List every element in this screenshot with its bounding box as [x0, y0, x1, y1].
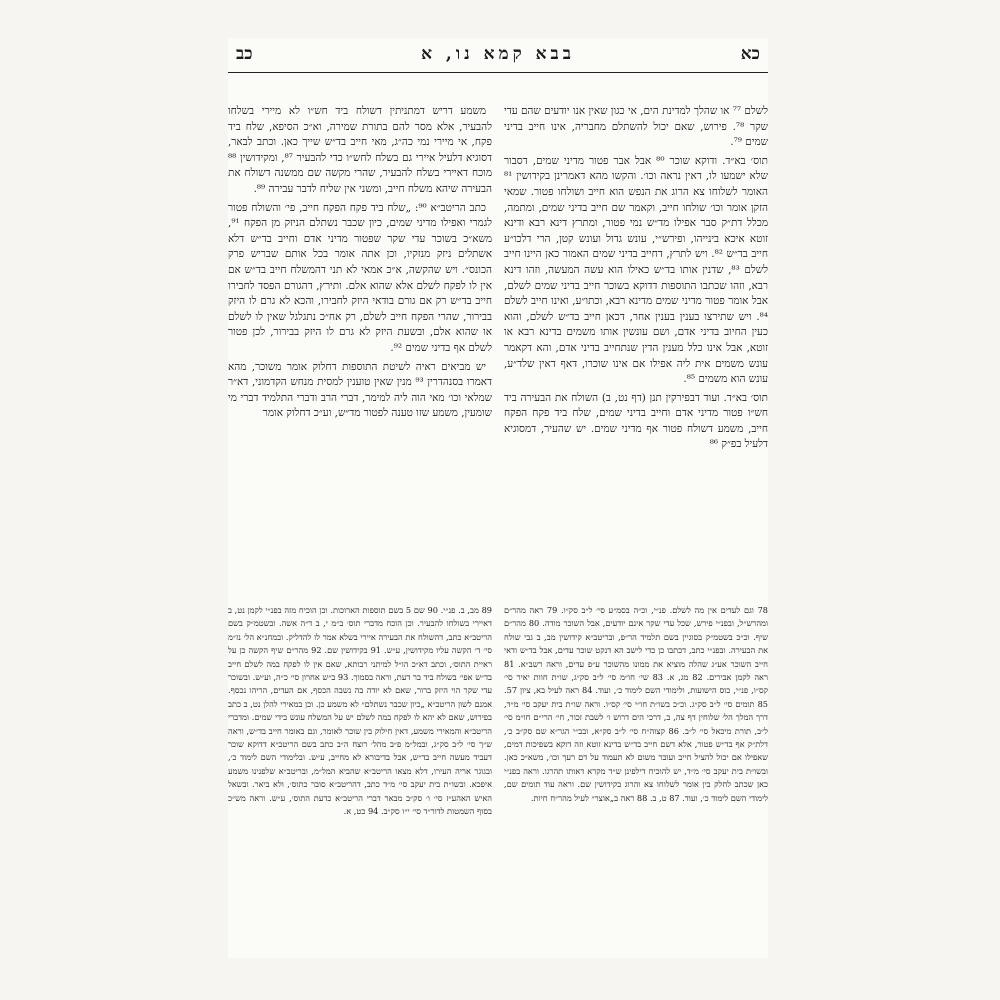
paragraph: משמע דריש דמתניתין דשולח ביד חש״ו לא מיירי בשלחו להבעיר, אלא מסר להם בתורת שמירה, וא״כ הסיפא, שלח ביד פקח, אי מיירי נמי כה״ג, מאי חייב בד״ש שייך כאן. וכתב לבאר, דסוגיא דלעיל איירי גם בשלח לחש״ו כדי להבעיר ⁸⁷, ומקידושין ⁸⁸ מוכח דאיירי בשלח להבעיר, שהרי מקשה שם ממשנה דשולח את הבעירה שיהא משלח חייב, ומשני אין שליח לדבר עבירה ⁸⁹. [228, 105, 492, 195]
paragraph: יש מביאים ראיה לשיטת התוספות דחלוק אומר משוכר, מהא דאמרו בסנהדרין ⁹³ מנין שאין טוענין למסית מנחש הקדמוני, דא״ר שמלאי וכו׳ מאי הוה ליה למימר, דברי הרב ודברי התלמיד דברי מי שומעין, משמע שזו טענה לפטור מד״ש, וע״כ דחלוק אומר [228, 360, 492, 420]
book-page [228, 38, 768, 958]
paragraph: לשלם ⁷⁷ או שהלך למדינת הים, אי כגון שאין אנו יודעים שהם עדי שקר ⁷⁸. פירוש, שאם יכול להשתלם מחבריה, אינו חייב בדיני שמים ⁷⁹. [504, 105, 768, 149]
footnotes-right [504, 604, 768, 944]
page-number-right: כא [740, 44, 760, 64]
paragraph: תוס׳ בא״ד. ועוד דבפירקין תנן (דף נט, ב) השולח את הבעירה ביד חש״ו פטור מדיני אדם וחייב בדיני שמים, שלח ביד פקח הפקח חייב, משמע דשולח פטור אף מדיני שמים. יש שהעיר, דמסוגיא דלעיל בפ״ק ⁸⁶ [504, 391, 768, 451]
footnote-block: 78 וגם לעדים אין מה לשלם. פנ״י, וכ״ה בסמ״ע סי׳ ל״ב סק״ו. 79 ראה מהר״ם ומהרש״ל, ובפנ״י פירש, שכל עדי שקר אינם יודעים, אבל השוכר מודה. 80 מהר״ם שיף. וכ״כ בשטמ״ק בסוגיין בשם תלמיד הר״פ, ובריטב״א קידושין מב, ב גבי שולח את הבעירה. ובפנ״י כתב, דכתבו כן כדי לישב הא דנקט שוכר עדים, אבל בד״ש ודאי חייב השוכר אע״ג שהלה מוציא את ממונו מהשוכר ע״פ עדים, וראה רשב״א. 81 ראה לקמן אבירים. 82 מג, א. 83 שי׳ חו״מ סי׳ ל״ב סק״ג, שו״ת חוות יאיר סי׳ קס״ו, פנ״י, כוס הישועות, ולימודי השם לימוד כ׳, ועוד. 84 ראה לעיל בא, ציון 57. 85 תומים סי׳ ל״ב סק״ג. וכ״כ בשו״ת חו״י סי׳ קס״ו. וראה שו״ת בית יעקב סי׳ מ״ד, דרך המלך הל׳ שלוחין דף צה, ב, דרכי הים דרוש ו׳ לשבת זכור, חי׳ הרי״ם חו״מ סי׳ ל״ב, תורת מיכאל סי׳ ל״ב. 86 קצוה״ח סי׳ ל״ב סק״א, ובב״י הגר״א שם סק״ב כ׳, דלת״ק אף בד״ש פטור, אלא דשם חייב בד״ש בדינא זוטא וזה דוקא בשפיכות דמים, שאפילו אם יכול להציל חייב ועובר משום לא תעמוד על דם רעך וכו׳, משא״כ כאן. ובשו״ת בית יעקב סי׳ מ״ד, יש להוכיח דילפינן ש״ד מקרא דאותו תהרגו. וראה בפנ״י כאן שכתב לחלק בין אומר לשלוחו צא והרוג בקידושין שם. וראה עוד תומים שם, לימודי השם לימוד כ׳, ועוד. 87 ט, ב. 88 ראה ב„אוצר״ לעיל מהר״ח חיות. [504, 605, 768, 803]
footnotes-left [228, 604, 492, 944]
footnote-block: 89 מב, ב. פנ״י. 90 שם 5 בשם תוספות הארוכות. וכן הוכיח מזה בפנ״י לקמן נט, ב דאיירי בשולחו להבעיר. וכן הוכח מדברי תוס׳ ב״מ י, ב ד״ה אשה. ובשטמ״ק בשם הריטב״א כתב, דהשולח את הבעירה איירי בשלא אמר לו להדליק. ובמחנ״א הל׳ נז״מ סי׳ ד׳ הקשה עליו מקידושין, ע״ש. 91 בקידושין שם. 92 מהר״ם שיף הקשה כן על ראיית התוס׳, וכתב דא״כ הו״ל למיתני רבותא, שאם אין לו לפקח במה לשלם חייב בד״ש אפי׳ בשולח ביד בר דעת, וראה בסמוך. 93 ב״ש אחרון סי׳ כ״ה, וע״ש. ובשוכר עדי שקר הוי היזק ברור, שאם לא יודה בה נשבה הכסף, אם העדים, הריהו נכסף. אמנם לשון הריטב״א „כיון שכבר נשתלם״ לא משמע כן. וכן במאירי להלן נט, ב כתב בפירוש, שאם לא יהא לו לפקח במה לשלם יש על המשלח עונש בידי שמים. ומדברי הריטב״א והמאירי משמע, דאין חילוק בין שוכר לאומר, וגם באומר חייב בד״ש, וראה ש״ך סי׳ ל״ב סק״ג, ובמל״מ פ״ב מהל׳ רוצח ה״ב כתב בשם הריטב״א דדוקא שוכר דעביד מעשה חייב בד״ש, אבל בדיבורא לא מחייב, ע״ש. ובלימודי השם לימוד כ׳, ובגוגר אריה העירו, דלא מצאו הריטב״א שהביא המל״מ, ובריטב״א שלפנינו משמע איפכא. ובשו״ת בית יעקב סי׳ מ״ד כתב, דהריטב״א סובר כתוס׳, ולא ביאר. ובשאל האיש האהע״ז סי׳ ו׳ סק״ב מבאר דברי הריטב״א כדעת התוס׳, ע״ש. וראה מש״כ בסוף השמטות לדור״ד סי׳ י״ו סק״ב. 94 כט, א. [228, 605, 492, 817]
running-title: בבא קמא נו, א [421, 44, 575, 64]
left-column [228, 104, 492, 588]
paragraph: כתב הריטב״א ⁹⁰: „שלח ביד פקח הפקח חייב, פי׳ והשולח פטור לגמרי ואפילו מדיני שמים, כיון שכבר נשתלם הניזק מן הפקח ⁹¹, משא״כ בשוכר עדי שקר שפטור מדיני אדם וחייב בד״ש דלא אשתלים ניזק מנזקיו, וכן אתה אומר בכל אותם שבריש פרק הכונס״. ויש שהקשה, א״כ אמאי לא תני דהמשלח חייב בד״ש אם אין לו לפקח לשלם אלא שהוא אלם. ותירץ, דהגורם הפסד לחבירו חייב בד״ש רק אם גורם בודאי היזק לחבירו, והכא לא גרם לו היזק בבירור, שהרי הפקח חייב לשלם, רק אח״כ נתגלגל שאין לו לשלם או שהוא אלם, ובשעת היזק לא גרם לו היזק בבירור, לכן פטור לשלם אף בדיני שמים ⁹². [228, 201, 492, 354]
page-number-left: כב [236, 44, 253, 64]
paragraph: תוס׳ בא״ד. ודוקא שוכר ⁸⁰ אבל אבר פטור מדיני שמים, דסבור שלא ישמעו לו, דאין נראה וכו׳. והקשו מהא דאמרינן בקידושין ⁸¹ האומר לשלוחו צא הרוג את הנפש הוא חייב ושולחו פטור. שמאי הזקן אומר וכו׳ שולחו חייב, וקאמר שם חייב בדיני שמים, ומתמה, מכלל דת״ק סבר אפילו מד״ש נמי פטור, ומתרץ דינא רבא ודינא זוטא איכא בינייהו, ופירש״י, עונש גדול ועונש קטן, הרי דלכו״ע חייב בד״ש ⁸². ויש לתרץ, דחייב בדיני שמים האמור כאן היינו חייב לשלם ⁸³, שדנין אותו בד״ש כאילו הוא עשה המעשה, וזהו דינא רבא, וזהו שכתבו התוספות דדוקא בשוכר חייב בדיני שמים לשלם, אבל אומר פטור מדיני שמים מדינא רבא, וכתו״ע, ואינו חייב לשלם ⁸⁴. ויש שתירצו בענין בענין אחר, דכאן חייב בד״ש לשלם, והוא כעין החיוב בדיני אדם, ושם עונשין אותו משמים בדינא רבא או זוטא, אבל אינו כלל מענין הדין שנתחייב בדיני אדם, והא דקאמר עונש משמים אית ליה אפילו אם אינו שוכרו, דאף דאין שלד״ע, עונש הוא משמים ⁸⁵. [504, 154, 768, 386]
page-header [228, 44, 768, 70]
right-column [504, 104, 768, 588]
header-rule [228, 72, 768, 73]
